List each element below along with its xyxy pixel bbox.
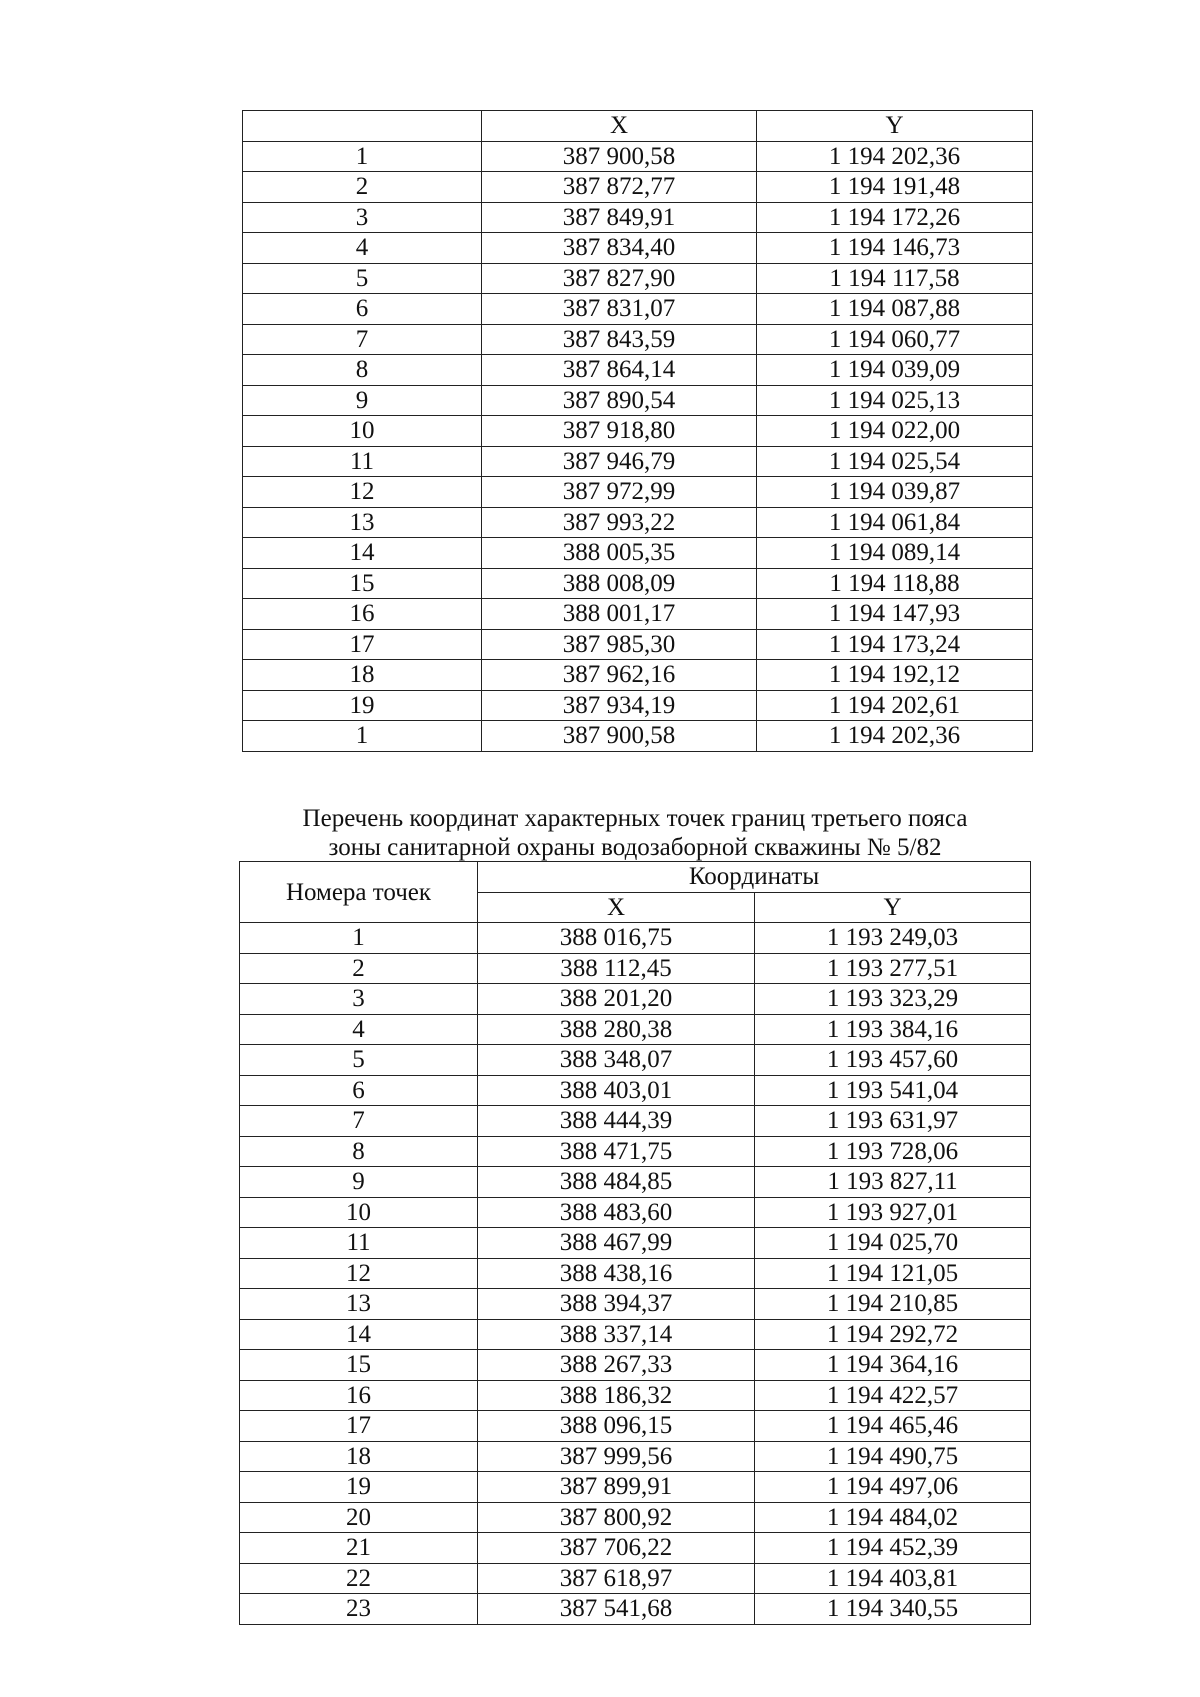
table-body xyxy=(240,923,1031,1625)
x-coordinate-cell: 388 484,85 xyxy=(478,1167,755,1198)
point-number-cell: 17 xyxy=(243,629,482,660)
x-coordinate-cell: 388 201,20 xyxy=(478,984,755,1015)
point-number-cell: 6 xyxy=(243,294,482,325)
x-coordinate-cell: 388 394,37 xyxy=(478,1289,755,1320)
y-coordinate-cell: 1 194 061,84 xyxy=(757,507,1033,538)
point-number-cell: 13 xyxy=(240,1289,478,1320)
y-coordinate-cell: 1 194 452,39 xyxy=(755,1533,1031,1564)
table-row xyxy=(243,660,1033,691)
table-row xyxy=(240,1167,1031,1198)
point-number-cell: 3 xyxy=(240,984,478,1015)
x-coordinate-cell: 387 890,54 xyxy=(482,385,757,416)
x-coordinate-cell: 387 706,22 xyxy=(478,1533,755,1564)
y-coordinate-cell: 1 194 025,54 xyxy=(757,446,1033,477)
x-coordinate-cell: 388 483,60 xyxy=(478,1197,755,1228)
point-number-cell: 12 xyxy=(243,477,482,508)
y-coordinate-cell: 1 194 121,05 xyxy=(755,1258,1031,1289)
y-coordinate-cell: 1 194 089,14 xyxy=(757,538,1033,569)
header-coordinates: Координаты xyxy=(478,862,1031,893)
table-header-row xyxy=(243,111,1033,142)
point-number-cell: 16 xyxy=(243,599,482,630)
table-row xyxy=(243,477,1033,508)
y-coordinate-cell: 1 194 364,16 xyxy=(755,1350,1031,1381)
table-row xyxy=(240,1441,1031,1472)
y-coordinate-cell: 1 194 025,13 xyxy=(757,385,1033,416)
y-coordinate-cell: 1 193 384,16 xyxy=(755,1014,1031,1045)
x-coordinate-cell: 387 864,14 xyxy=(482,355,757,386)
table-row xyxy=(240,1411,1031,1442)
point-number-cell: 19 xyxy=(240,1472,478,1503)
x-coordinate-cell: 387 900,58 xyxy=(482,721,757,752)
y-coordinate-cell: 1 194 202,61 xyxy=(757,690,1033,721)
table-row xyxy=(240,1197,1031,1228)
x-coordinate-cell: 387 831,07 xyxy=(482,294,757,325)
point-number-cell: 18 xyxy=(243,660,482,691)
y-coordinate-cell: 1 194 192,12 xyxy=(757,660,1033,691)
point-number-cell: 4 xyxy=(243,233,482,264)
point-number-cell: 9 xyxy=(240,1167,478,1198)
table-row xyxy=(243,721,1033,752)
y-coordinate-cell: 1 194 118,88 xyxy=(757,568,1033,599)
y-coordinate-cell: 1 193 927,01 xyxy=(755,1197,1031,1228)
point-number-cell: 22 xyxy=(240,1563,478,1594)
x-coordinate-cell: 388 186,32 xyxy=(478,1380,755,1411)
point-number-cell: 5 xyxy=(243,263,482,294)
point-number-cell: 12 xyxy=(240,1258,478,1289)
y-coordinate-cell: 1 194 172,26 xyxy=(757,202,1033,233)
point-number-cell: 3 xyxy=(243,202,482,233)
table-row xyxy=(240,1533,1031,1564)
x-coordinate-cell: 387 843,59 xyxy=(482,324,757,355)
point-number-cell: 17 xyxy=(240,1411,478,1442)
table-row xyxy=(240,1228,1031,1259)
header-x: X xyxy=(482,111,757,142)
table-row xyxy=(243,629,1033,660)
point-number-cell: 7 xyxy=(240,1106,478,1137)
table-row xyxy=(240,953,1031,984)
x-coordinate-cell: 387 946,79 xyxy=(482,446,757,477)
x-coordinate-cell: 387 999,56 xyxy=(478,1441,755,1472)
table-row xyxy=(243,233,1033,264)
y-coordinate-cell: 1 194 191,48 xyxy=(757,172,1033,203)
y-coordinate-cell: 1 194 060,77 xyxy=(757,324,1033,355)
point-number-cell: 1 xyxy=(243,721,482,752)
point-number-cell: 2 xyxy=(240,953,478,984)
y-coordinate-cell: 1 194 465,46 xyxy=(755,1411,1031,1442)
x-coordinate-cell: 387 827,90 xyxy=(482,263,757,294)
table-row xyxy=(240,1563,1031,1594)
point-number-cell: 15 xyxy=(243,568,482,599)
coordinates-table-zone-3 xyxy=(239,861,1031,1625)
header-point-number xyxy=(243,111,482,142)
table-row xyxy=(240,1014,1031,1045)
point-number-cell: 7 xyxy=(243,324,482,355)
x-coordinate-cell: 388 348,07 xyxy=(478,1045,755,1076)
table-row xyxy=(243,294,1033,325)
table-row xyxy=(243,141,1033,172)
y-coordinate-cell: 1 193 323,29 xyxy=(755,984,1031,1015)
x-coordinate-cell: 388 337,14 xyxy=(478,1319,755,1350)
table-row xyxy=(243,416,1033,447)
y-coordinate-cell: 1 194 022,00 xyxy=(757,416,1033,447)
y-coordinate-cell: 1 193 728,06 xyxy=(755,1136,1031,1167)
header-x: X xyxy=(478,892,755,923)
table-header-row xyxy=(240,862,1031,893)
y-coordinate-cell: 1 193 631,97 xyxy=(755,1106,1031,1137)
table-row xyxy=(243,690,1033,721)
table-row xyxy=(243,507,1033,538)
x-coordinate-cell: 387 934,19 xyxy=(482,690,757,721)
y-coordinate-cell: 1 193 541,04 xyxy=(755,1075,1031,1106)
table-row xyxy=(240,1258,1031,1289)
table-row xyxy=(243,324,1033,355)
x-coordinate-cell: 388 467,99 xyxy=(478,1228,755,1259)
point-number-cell: 8 xyxy=(240,1136,478,1167)
x-coordinate-cell: 387 849,91 xyxy=(482,202,757,233)
x-coordinate-cell: 387 972,99 xyxy=(482,477,757,508)
point-number-cell: 21 xyxy=(240,1533,478,1564)
x-coordinate-cell: 387 834,40 xyxy=(482,233,757,264)
y-coordinate-cell: 1 194 202,36 xyxy=(757,141,1033,172)
table-row xyxy=(240,1472,1031,1503)
x-coordinate-cell: 388 438,16 xyxy=(478,1258,755,1289)
y-coordinate-cell: 1 194 039,09 xyxy=(757,355,1033,386)
point-number-cell: 11 xyxy=(240,1228,478,1259)
y-coordinate-cell: 1 194 087,88 xyxy=(757,294,1033,325)
x-coordinate-cell: 388 005,35 xyxy=(482,538,757,569)
x-coordinate-cell: 388 444,39 xyxy=(478,1106,755,1137)
x-coordinate-cell: 387 985,30 xyxy=(482,629,757,660)
x-coordinate-cell: 388 471,75 xyxy=(478,1136,755,1167)
table-row xyxy=(240,1502,1031,1533)
y-coordinate-cell: 1 194 422,57 xyxy=(755,1380,1031,1411)
x-coordinate-cell: 387 900,58 xyxy=(482,141,757,172)
table-row xyxy=(243,538,1033,569)
header-point-numbers: Номера точек xyxy=(240,862,478,923)
table-row xyxy=(240,1045,1031,1076)
x-coordinate-cell: 388 001,17 xyxy=(482,599,757,630)
y-coordinate-cell: 1 194 484,02 xyxy=(755,1502,1031,1533)
x-coordinate-cell: 387 800,92 xyxy=(478,1502,755,1533)
x-coordinate-cell: 387 962,16 xyxy=(482,660,757,691)
y-coordinate-cell: 1 194 039,87 xyxy=(757,477,1033,508)
point-number-cell: 1 xyxy=(240,923,478,954)
point-number-cell: 15 xyxy=(240,1350,478,1381)
x-coordinate-cell: 388 112,45 xyxy=(478,953,755,984)
y-coordinate-cell: 1 193 457,60 xyxy=(755,1045,1031,1076)
y-coordinate-cell: 1 194 490,75 xyxy=(755,1441,1031,1472)
table-row xyxy=(240,1289,1031,1320)
point-number-cell: 4 xyxy=(240,1014,478,1045)
point-number-cell: 23 xyxy=(240,1594,478,1625)
coordinates-table-zone-2 xyxy=(242,110,1033,752)
y-coordinate-cell: 1 194 202,36 xyxy=(757,721,1033,752)
y-coordinate-cell: 1 194 146,73 xyxy=(757,233,1033,264)
table-body xyxy=(243,141,1033,751)
y-coordinate-cell: 1 193 277,51 xyxy=(755,953,1031,984)
x-coordinate-cell: 388 267,33 xyxy=(478,1350,755,1381)
point-number-cell: 11 xyxy=(243,446,482,477)
point-number-cell: 10 xyxy=(243,416,482,447)
table-row xyxy=(240,1136,1031,1167)
y-coordinate-cell: 1 194 025,70 xyxy=(755,1228,1031,1259)
table-row xyxy=(243,263,1033,294)
y-coordinate-cell: 1 193 827,11 xyxy=(755,1167,1031,1198)
table-row xyxy=(240,1075,1031,1106)
table-row xyxy=(243,355,1033,386)
x-coordinate-cell: 387 872,77 xyxy=(482,172,757,203)
point-number-cell: 5 xyxy=(240,1045,478,1076)
y-coordinate-cell: 1 194 147,93 xyxy=(757,599,1033,630)
point-number-cell: 19 xyxy=(243,690,482,721)
point-number-cell: 14 xyxy=(243,538,482,569)
point-number-cell: 8 xyxy=(243,355,482,386)
table-row xyxy=(243,599,1033,630)
point-number-cell: 1 xyxy=(243,141,482,172)
y-coordinate-cell: 1 194 173,24 xyxy=(757,629,1033,660)
point-number-cell: 14 xyxy=(240,1319,478,1350)
table-caption-line-2: зоны санитарной охраны водозаборной скважины № 5/82 xyxy=(328,834,942,861)
table-row xyxy=(243,568,1033,599)
y-coordinate-cell: 1 194 340,55 xyxy=(755,1594,1031,1625)
x-coordinate-cell: 388 403,01 xyxy=(478,1075,755,1106)
y-coordinate-cell: 1 194 210,85 xyxy=(755,1289,1031,1320)
point-number-cell: 9 xyxy=(243,385,482,416)
x-coordinate-cell: 387 918,80 xyxy=(482,416,757,447)
y-coordinate-cell: 1 193 249,03 xyxy=(755,923,1031,954)
y-coordinate-cell: 1 194 403,81 xyxy=(755,1563,1031,1594)
x-coordinate-cell: 388 016,75 xyxy=(478,923,755,954)
table-row xyxy=(240,1106,1031,1137)
table-row xyxy=(243,385,1033,416)
table-row xyxy=(240,1350,1031,1381)
x-coordinate-cell: 387 618,97 xyxy=(478,1563,755,1594)
table-row xyxy=(240,1380,1031,1411)
point-number-cell: 13 xyxy=(243,507,482,538)
y-coordinate-cell: 1 194 497,06 xyxy=(755,1472,1031,1503)
x-coordinate-cell: 387 541,68 xyxy=(478,1594,755,1625)
table-row xyxy=(243,172,1033,203)
x-coordinate-cell: 388 096,15 xyxy=(478,1411,755,1442)
point-number-cell: 10 xyxy=(240,1197,478,1228)
point-number-cell: 20 xyxy=(240,1502,478,1533)
table-row xyxy=(240,923,1031,954)
table-row xyxy=(240,1594,1031,1625)
table-row xyxy=(243,446,1033,477)
x-coordinate-cell: 388 280,38 xyxy=(478,1014,755,1045)
table-row xyxy=(240,984,1031,1015)
x-coordinate-cell: 387 993,22 xyxy=(482,507,757,538)
point-number-cell: 6 xyxy=(240,1075,478,1106)
table-caption-line-1: Перечень координат характерных точек границ третьего пояса xyxy=(302,805,968,832)
header-y: Y xyxy=(757,111,1033,142)
table-row xyxy=(243,202,1033,233)
x-coordinate-cell: 387 899,91 xyxy=(478,1472,755,1503)
y-coordinate-cell: 1 194 292,72 xyxy=(755,1319,1031,1350)
y-coordinate-cell: 1 194 117,58 xyxy=(757,263,1033,294)
point-number-cell: 18 xyxy=(240,1441,478,1472)
x-coordinate-cell: 388 008,09 xyxy=(482,568,757,599)
point-number-cell: 16 xyxy=(240,1380,478,1411)
point-number-cell: 2 xyxy=(243,172,482,203)
header-y: Y xyxy=(755,892,1031,923)
table-row xyxy=(240,1319,1031,1350)
